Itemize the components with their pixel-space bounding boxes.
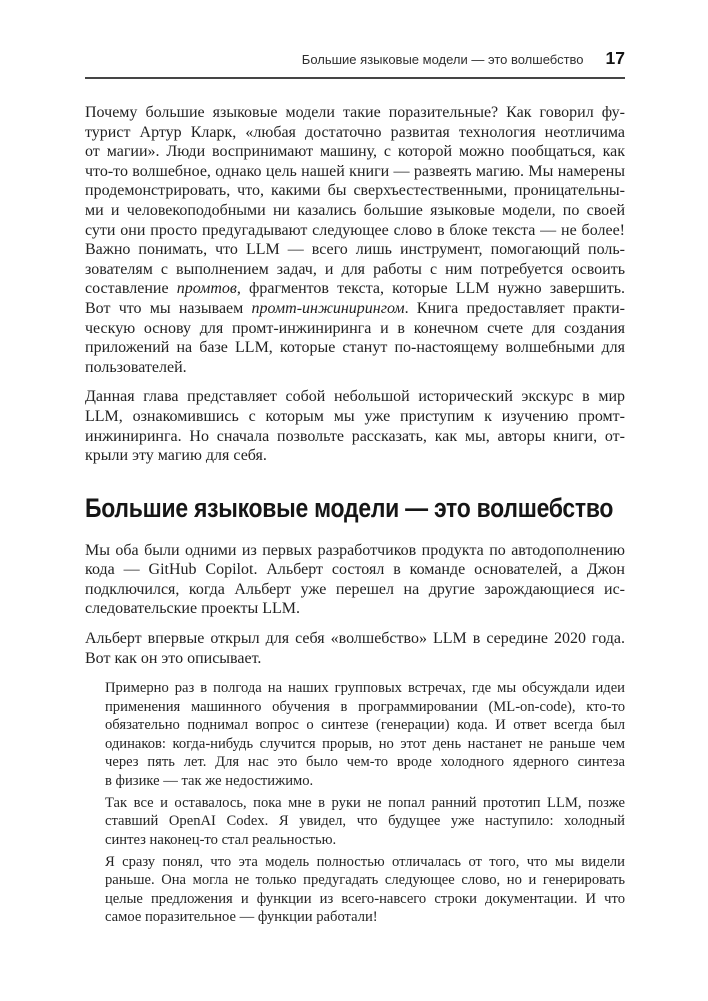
text-line: через пять лет. Для нас это было чем-то вроде холодного ядерного синтеза — [105, 754, 625, 771]
text-line: ческую основу для промт-инжиниринга и в конечном счете для создания — [85, 319, 625, 337]
text-line: ми и человекоподобными ни казались большие языковые модели, по своей — [85, 201, 625, 219]
text-line: Альберт впервые открыл для себя «волшебство» LLM в середине 2020 года. — [85, 630, 625, 648]
text-line: Примерно раз в полгода на наших групповых встречах, где мы обсуждали идеи — [105, 680, 625, 697]
text-line: инжиниринга. Но сначала позвольте рассказать, как мы, авторы книги, от- — [85, 427, 625, 445]
page-number: 17 — [605, 48, 625, 68]
text-line: зователям с выполнением задач, и для работы с ним потребуется освоить — [85, 260, 625, 278]
text-line: от магии». Люди воспринимают машину, с которой можно пообщаться, как — [85, 143, 625, 161]
text-line: сути они просто предугадывают следующее слово в блоке текста — не более! — [85, 221, 625, 239]
text-line: Вот как он это описывает. — [85, 649, 262, 667]
header-rule — [85, 77, 625, 79]
page-body-text — [85, 103, 625, 927]
text-line: самое поразительное — функции работали! — [105, 909, 378, 926]
section-heading-text: Большие языковые модели — это волшебство — [85, 492, 614, 523]
text-line: в физике — так же недостижимо. — [105, 772, 314, 789]
text-line: турист Артур Кларк, «любая достаточно развитая технология неотличима — [85, 123, 625, 141]
text-line: Я сразу понял, что эта модель полностью отличалась от того, что мы видели — [105, 853, 625, 870]
section-heading — [85, 491, 625, 525]
text-line: Данная глава представляет собой небольшой исторический экскурс в мир — [85, 388, 625, 406]
text-line: целые предложения и функции из всего-навсего строки документации. И что — [105, 890, 625, 907]
text-line: одинаков: когда-нибудь случится прорыв, но этот день настанет не раньше чем — [105, 735, 625, 752]
text-line: Так все и оставалось, пока мне в руки не попал ранний прототип LLM, позже — [105, 794, 625, 811]
text-line: подключился, когда Альберт уже перешел на другие зарождающиеся ис- — [85, 580, 625, 598]
text-line: Вот что мы называем промт-инжинирингом. Книга предоставляет практи- — [85, 299, 625, 317]
text-line: следовательские проекты LLM. — [85, 600, 300, 618]
text-line: Мы оба были одними из первых разработчиков продукта по автодополнению — [85, 541, 625, 559]
text-line: кода — GitHub Copilot. Альберт состоял в команде основателей, а Джон — [85, 561, 625, 579]
text-line: синтез наконец-то стал реальностью. — [105, 831, 337, 848]
text-line: Почему большие языковые модели такие поразительные? Как говорил фу- — [85, 104, 625, 121]
text-line: крыли эту магию для себя. — [85, 447, 267, 465]
body-paragraph — [85, 541, 625, 619]
text-line: Важно понимать, что LLM — всего лишь инструмент, помогающий поль- — [85, 241, 625, 259]
quote-paragraph — [105, 794, 625, 850]
running-head: Большие языковые модели — это волшебство — [301, 52, 584, 67]
text-line: LLM, ознакомившись с которым мы уже приступим к изучению промт- — [85, 407, 625, 425]
page-header — [85, 48, 625, 69]
text-line: составление промтов, фрагментов текста, которые LLM нужно завершить. — [85, 280, 625, 298]
text-line: продемонстрировать, что, какими бы сверхъестественными, проницательны- — [85, 182, 625, 200]
text-line: раньше. Она могла не только предугадать следующее слово, но и генерировать — [105, 872, 625, 889]
quote-paragraph — [105, 679, 625, 790]
text-line: приложений на базе LLM, которые станут по-настоящему волшебными для — [85, 339, 625, 357]
text-line: применения машинного обучения в программировании (ML-on-code), кто-то — [105, 698, 625, 715]
text-line: ставший OpenAI Codex. Я увидел, что будущее уже наступило: холодный — [105, 813, 625, 830]
text-line: пользователей. — [85, 358, 187, 376]
body-paragraph — [85, 387, 625, 465]
body-paragraph — [85, 629, 625, 668]
quote-paragraph — [105, 853, 625, 927]
text-line: что-то волшебное, однако цель нашей книги — развеять магию. Мы намерены — [85, 162, 625, 180]
body-paragraph — [85, 103, 625, 377]
text-line: обязательно поднимал вопрос о синтезе (генерации) кода. И ответ всегда был — [105, 717, 625, 734]
